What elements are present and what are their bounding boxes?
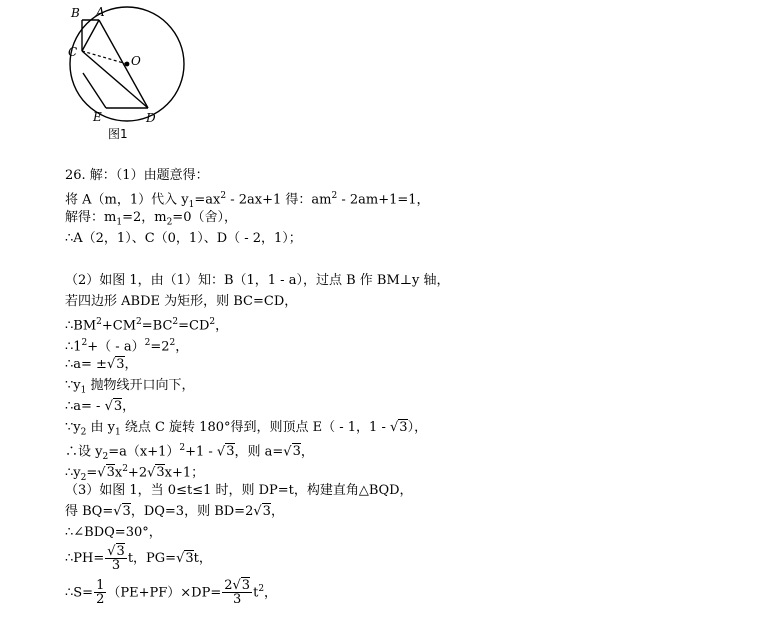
text: ∴∠BDQ=30°，: [65, 525, 162, 540]
line-17: [65, 522, 765, 543]
radicand: 3: [292, 444, 301, 460]
label-o: O: [131, 54, 141, 68]
text: =BC: [141, 318, 173, 334]
text: 得 BQ=: [65, 504, 114, 519]
text: ∵y: [65, 378, 81, 393]
sqrt-sign: √: [113, 504, 122, 519]
text: 若四边形 ABDE 为矩形，则 BC=CD，: [65, 294, 298, 309]
sqrt-sign: √: [104, 399, 113, 414]
text: +CM: [101, 318, 137, 334]
line-7: [65, 312, 765, 333]
text: ，: [270, 504, 284, 519]
radicand: 3: [399, 420, 408, 435]
line-10: [65, 375, 765, 396]
text: ∴y: [65, 465, 81, 481]
segment-ec: [83, 73, 106, 108]
superscript: 2: [81, 338, 88, 348]
superscript: 2: [258, 584, 265, 594]
line-3: [65, 207, 765, 228]
line-13: [65, 438, 765, 462]
text: - 2am+1=1，: [337, 192, 430, 208]
text: ，: [122, 399, 136, 414]
label-e: E: [93, 110, 102, 124]
text: （3）如图 1，当 0≤t≤1 时，则 DP=t，构建直角△BQD，: [65, 483, 413, 498]
superscript: 2: [96, 317, 102, 327]
subscript: 2: [102, 451, 109, 462]
subscript: 2: [80, 427, 87, 438]
line-12: [65, 417, 765, 438]
text: t，: [193, 551, 212, 566]
line-19: [65, 574, 765, 608]
label-a: A: [96, 5, 105, 19]
text: ，则 a=: [234, 444, 284, 460]
subscript: 1: [116, 217, 123, 228]
sqrt-sign: √: [232, 578, 241, 594]
figure-caption: 图1: [108, 127, 128, 141]
text: ∴a= ±: [65, 357, 107, 372]
radicand: 3: [122, 504, 131, 519]
line-2: [65, 186, 765, 210]
radicand: 3: [113, 399, 123, 414]
numerator: [222, 579, 252, 593]
geometry-figure: [55, 0, 195, 150]
radicand: 3: [185, 551, 194, 566]
text: =2: [150, 339, 170, 355]
text: t: [253, 585, 259, 601]
denominator: 3: [233, 592, 242, 608]
sqrt-sign: √: [106, 357, 116, 372]
circle-diagram: [55, 0, 195, 150]
superscript: 2: [172, 317, 179, 327]
subscript: 2: [166, 217, 173, 228]
text: +2: [127, 465, 148, 481]
text: （PE+PF）×DP=: [107, 585, 222, 601]
sqrt-sign: √: [283, 444, 292, 460]
superscript: 2: [209, 317, 216, 327]
text: +1 -: [185, 444, 217, 460]
text: - 2ax+1 得：am: [226, 192, 332, 208]
superscript: 2: [122, 464, 128, 474]
text: +（ - a）: [87, 339, 145, 355]
text: ，DQ=3，则 BD=2: [130, 504, 254, 519]
text: ∴1: [65, 339, 82, 355]
subscript: 1: [80, 385, 87, 396]
text: ∵y: [65, 420, 81, 435]
sqrt-sign: √: [107, 544, 116, 559]
text: =2，m: [122, 210, 167, 225]
text: =: [86, 465, 98, 481]
text: ∴A（2，1）、C（0，1）、D（ - 2，1）；: [65, 231, 302, 246]
text: 绕点 C 旋转 180°得到，则顶点 E（ - 1，1 -: [120, 420, 390, 435]
solution-text: [65, 165, 765, 608]
denominator: 2: [96, 592, 105, 608]
blank-line: [65, 249, 765, 270]
line-4: [65, 228, 765, 249]
radicand: 3: [156, 465, 165, 481]
line-11: [65, 396, 765, 417]
text: 将 A（m，1）代入 y: [65, 192, 189, 208]
text: （2）如图 1，由（1）知：B（1，1 - a），过点 B 作 BM⊥y 轴，: [65, 273, 450, 288]
text: =0（舍），: [172, 210, 237, 225]
radicand: 3: [116, 544, 125, 559]
sqrt-sign: √: [216, 444, 226, 460]
center-point-o: [125, 62, 130, 67]
text: =CD: [178, 318, 210, 334]
line-14: [65, 459, 765, 483]
sqrt-sign: √: [97, 465, 106, 481]
subscript: 1: [114, 427, 121, 438]
line-15: [65, 480, 765, 501]
radicand: 3: [106, 465, 115, 481]
line-9: [65, 354, 765, 375]
superscript: 2: [179, 443, 186, 453]
label-c: C: [68, 45, 78, 59]
sqrt-sign: √: [176, 551, 185, 566]
line-18: [65, 543, 765, 574]
fraction: [222, 579, 252, 606]
line-1: [65, 165, 765, 186]
sqrt-sign: √: [253, 504, 262, 519]
superscript: 2: [331, 191, 338, 201]
line-6: [65, 291, 765, 312]
sqrt-sign: √: [147, 465, 156, 481]
radicand: 3: [262, 504, 271, 519]
text: =ax: [194, 192, 221, 208]
text: 抛物线开口向下，: [86, 378, 195, 393]
text: x: [114, 465, 123, 481]
radicand: 3: [241, 578, 251, 594]
text: 26. 解：（1）由题意得：: [65, 168, 209, 183]
subscript: 2: [80, 472, 87, 483]
text: ∴PH=: [65, 551, 105, 566]
text: ，: [215, 318, 229, 334]
text: ），: [407, 420, 428, 435]
superscript: 2: [169, 338, 176, 348]
fraction: [105, 545, 127, 572]
text: ，: [264, 585, 278, 601]
label-b: B: [71, 6, 80, 20]
text: ∴设 y: [65, 444, 103, 460]
numerator: [105, 545, 127, 559]
text: t，PG=: [127, 551, 177, 566]
sqrt-sign: √: [389, 420, 399, 435]
text: ，: [175, 339, 189, 355]
text: ∴BM: [65, 318, 97, 334]
superscript: 2: [220, 191, 227, 201]
line-16: [65, 501, 765, 522]
text: 由 y: [86, 420, 115, 435]
text: x+1；: [164, 465, 205, 481]
text: 解得：m: [65, 210, 117, 225]
label-d: D: [146, 111, 156, 125]
superscript: 2: [144, 338, 151, 348]
fraction: [94, 579, 106, 606]
segment-ac: [82, 20, 99, 51]
subscript: 1: [188, 199, 195, 210]
superscript: 2: [136, 317, 142, 327]
text: ，: [124, 357, 138, 372]
text: 2: [224, 578, 233, 594]
text: =a（x+1）: [108, 444, 180, 460]
line-5: [65, 270, 765, 291]
radicand: 3: [116, 357, 125, 372]
line-8: [65, 333, 765, 354]
denominator: 3: [111, 558, 121, 573]
numerator: 1: [96, 578, 105, 594]
text: ∴a= -: [65, 399, 105, 414]
text: ，: [300, 444, 314, 460]
radicand: 3: [226, 444, 235, 460]
text: ∴S=: [65, 585, 94, 601]
